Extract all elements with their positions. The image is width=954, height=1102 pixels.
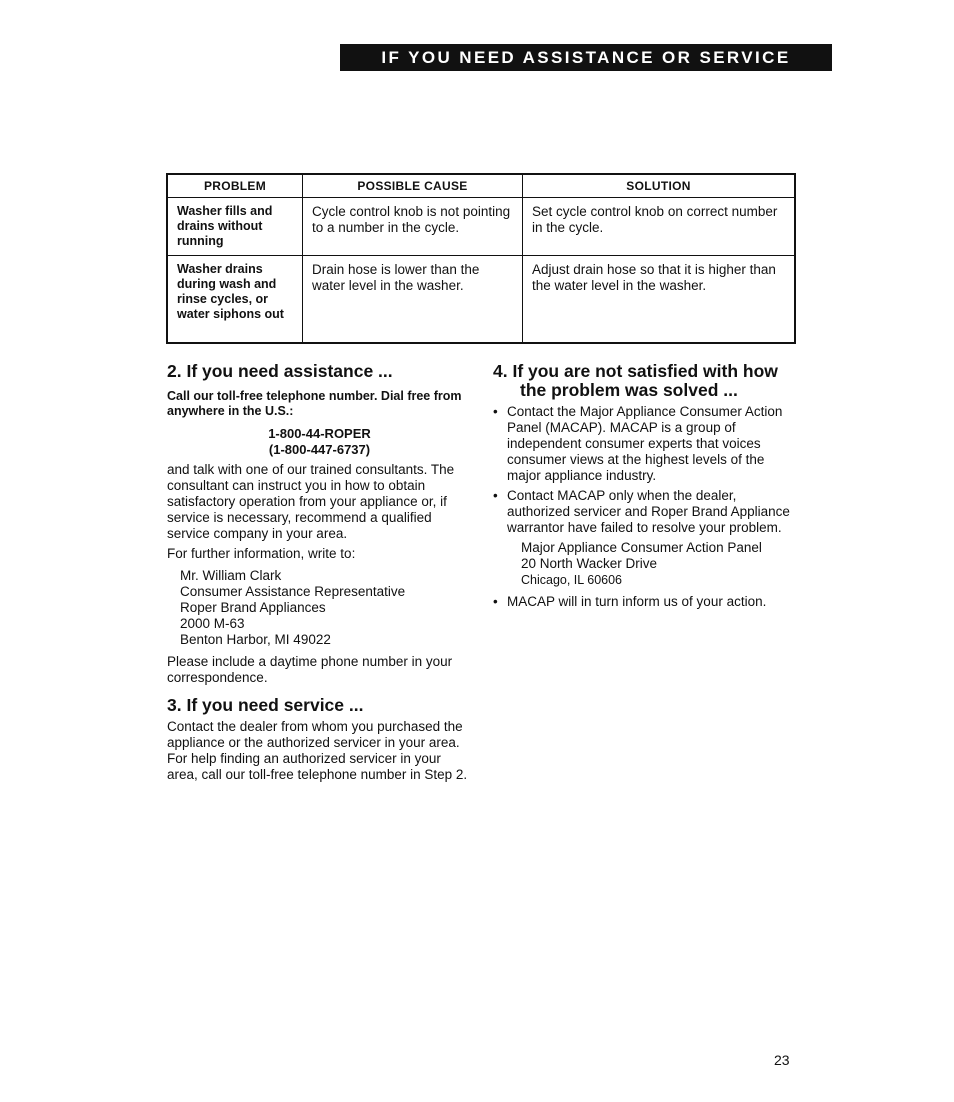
left-column (167, 362, 472, 783)
troubleshooting-table (166, 173, 796, 344)
cause-cell: Cycle control knob is not pointing to a number in the cycle. (303, 198, 523, 256)
bullet-icon: • (493, 488, 498, 503)
not-satisfied-heading: 4. If you are not satisfied with how the problem was solved ... (493, 361, 778, 400)
address-line: Roper Brand Appliances (180, 600, 326, 615)
cause-cell: Drain hose is lower than the water level in the washer. (303, 256, 523, 344)
problem-cell: Washer fills and drains without running (167, 198, 303, 256)
column-header-cause: POSSIBLE CAUSE (303, 174, 523, 198)
macap-list-end (493, 594, 798, 610)
page-number: 23 (774, 1052, 790, 1068)
address-line: 20 North Wacker Drive (521, 556, 658, 571)
phone-letters: 1-800-44-ROPER (268, 426, 371, 441)
address-line: Consumer Assistance Representative (180, 584, 406, 599)
section-banner: IF YOU NEED ASSISTANCE OR SERVICE (340, 44, 832, 71)
list-item: • Contact MACAP only when the dealer, authorized servicer and Roper Brand Appliance warrantor have failed to resolve your problem. (493, 488, 790, 535)
macap-list (493, 404, 798, 536)
mailing-address (167, 568, 472, 648)
table-row (167, 256, 795, 344)
phone-number (167, 426, 472, 458)
bullet-icon: • (493, 404, 498, 419)
address-line: Mr. William Clark (180, 568, 282, 583)
address-line: Benton Harbor, MI 49022 (180, 632, 331, 647)
service-heading: 3. If you need service ... (167, 695, 364, 715)
solution-cell: Set cycle control knob on correct number in the cycle. (523, 198, 796, 256)
solution-cell: Adjust drain hose so that it is higher than the water level in the washer. (523, 256, 796, 344)
table-row (167, 198, 795, 256)
address-line: Chicago, IL 60606 (521, 573, 623, 587)
table-header-row (167, 174, 795, 198)
further-info: For further information, write to: (167, 546, 356, 561)
toll-free-lead: Call our toll-free telephone number. Dial free from anywhere in the U.S.: (167, 389, 462, 418)
address-line: Major Appliance Consumer Action Panel (521, 540, 762, 555)
service-body: Contact the dealer from whom you purchased the appliance or the authorized servicer in your area. For help finding an authorized servicer in your area, call our toll-free telephone number in Step 2. (167, 719, 468, 782)
right-column (493, 362, 798, 614)
assistance-body: and talk with one of our trained consultants. The consultant can instruct you in how to obtain satisfactory operation from your appliance or, if service is necessary, recommend a qualified service company in your area. (167, 462, 455, 541)
list-item: • Contact the Major Appliance Consumer Action Panel (MACAP). MACAP is a group of independent consumer experts that voices consumer views at the highest levels of the major appliance industry. (493, 404, 783, 483)
column-header-solution: SOLUTION (523, 174, 796, 198)
column-header-problem: PROBLEM (167, 174, 303, 198)
correspondence-note: Please include a daytime phone number in your correspondence. (167, 654, 453, 685)
phone-digits: (1-800-447-6737) (268, 442, 371, 457)
assistance-heading: 2. If you need assistance ... (167, 361, 393, 381)
macap-address (493, 540, 798, 588)
list-item: • MACAP will in turn inform us of your action. (493, 594, 767, 609)
bullet-icon: • (493, 594, 498, 609)
address-line: 2000 M-63 (180, 616, 245, 631)
problem-cell: Washer drains during wash and rinse cycles, or water siphons out (167, 256, 303, 344)
